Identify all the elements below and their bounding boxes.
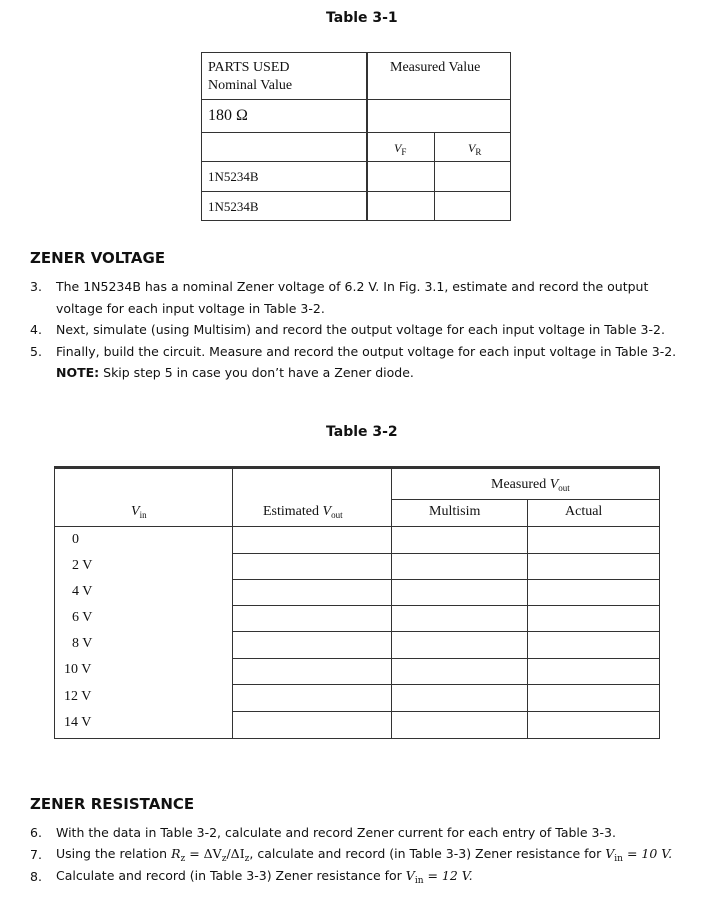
note: NOTE: Skip step 5 in case you don’t have a Zener diode.	[56, 365, 414, 380]
vin-row-6: 12 V	[64, 689, 92, 704]
vin-row-4: 8 V	[72, 636, 93, 651]
step-5-number: 5.	[30, 344, 42, 359]
diode-2-part: 1N5234B	[208, 199, 259, 214]
table-3-1-caption: Table 3-1	[326, 10, 398, 26]
measured-value-header: Measured Value	[390, 60, 481, 75]
table-3-2-caption: Table 3-2	[326, 424, 398, 440]
step-8-text: Calculate and record (in Table 3-3) Zener resistance for $V_{in} = 12$ V.	[56, 868, 473, 886]
step-7-number: 7.	[30, 847, 42, 862]
vin-row-5: 10 V	[64, 662, 92, 677]
vin-row-2: 4 V	[72, 584, 93, 599]
nominal-value-header: Nominal Value	[208, 78, 293, 93]
vr-label: $V_R$	[468, 141, 482, 157]
vin-row-0: 0	[72, 532, 79, 547]
step-3-text-line2: voltage for each input voltage in Table 3-2.	[56, 301, 325, 316]
step-3-number: 3.	[30, 279, 42, 294]
estimated-vout-header: Estimated $V_{out}$	[263, 504, 343, 520]
measured-vout-header: Measured $V_{out}$	[491, 477, 570, 493]
step-3-text-line1: The 1N5234B has a nominal Zener voltage of 6.2 V. In Fig. 3.1, estimate and record the output	[56, 279, 649, 294]
step-4-text: Next, simulate (using Multisim) and record the output voltage for each input voltage in Table 3-2.	[56, 322, 665, 337]
step-7-text: Using the relation $R_z = \Delta V_z/\Delta I_z$, calculate and record (in Table 3-3) Zener resistance for $V_{in} = 10$ V.	[56, 846, 673, 864]
step-4-number: 4.	[30, 322, 42, 337]
vin-row-3: 6 V	[72, 610, 93, 625]
actual-header: Actual	[565, 504, 603, 519]
vin-row-1: 2 V	[72, 558, 93, 573]
step-5-text: Finally, build the circuit. Measure and record the output voltage for each input voltage in Table 3-2.	[56, 344, 677, 359]
resistor-nominal-value: 180 Ω	[208, 107, 248, 124]
vin-header: $V_{in}$	[131, 504, 147, 520]
step-6-text: With the data in Table 3-2, calculate and record Zener current for each entry of Table 3-3.	[56, 825, 616, 840]
step-6-number: 6.	[30, 825, 42, 840]
zener-voltage-heading: ZENER VOLTAGE	[30, 249, 166, 267]
vin-row-7: 14 V	[64, 715, 92, 730]
zener-resistance-heading: ZENER RESISTANCE	[30, 795, 195, 813]
vf-label: $V_F$	[394, 141, 407, 157]
diode-1-part: 1N5234B	[208, 169, 259, 184]
step-8-number: 8.	[30, 869, 42, 884]
multisim-header: Multisim	[429, 504, 481, 519]
parts-used-header: PARTS USED	[208, 60, 290, 75]
